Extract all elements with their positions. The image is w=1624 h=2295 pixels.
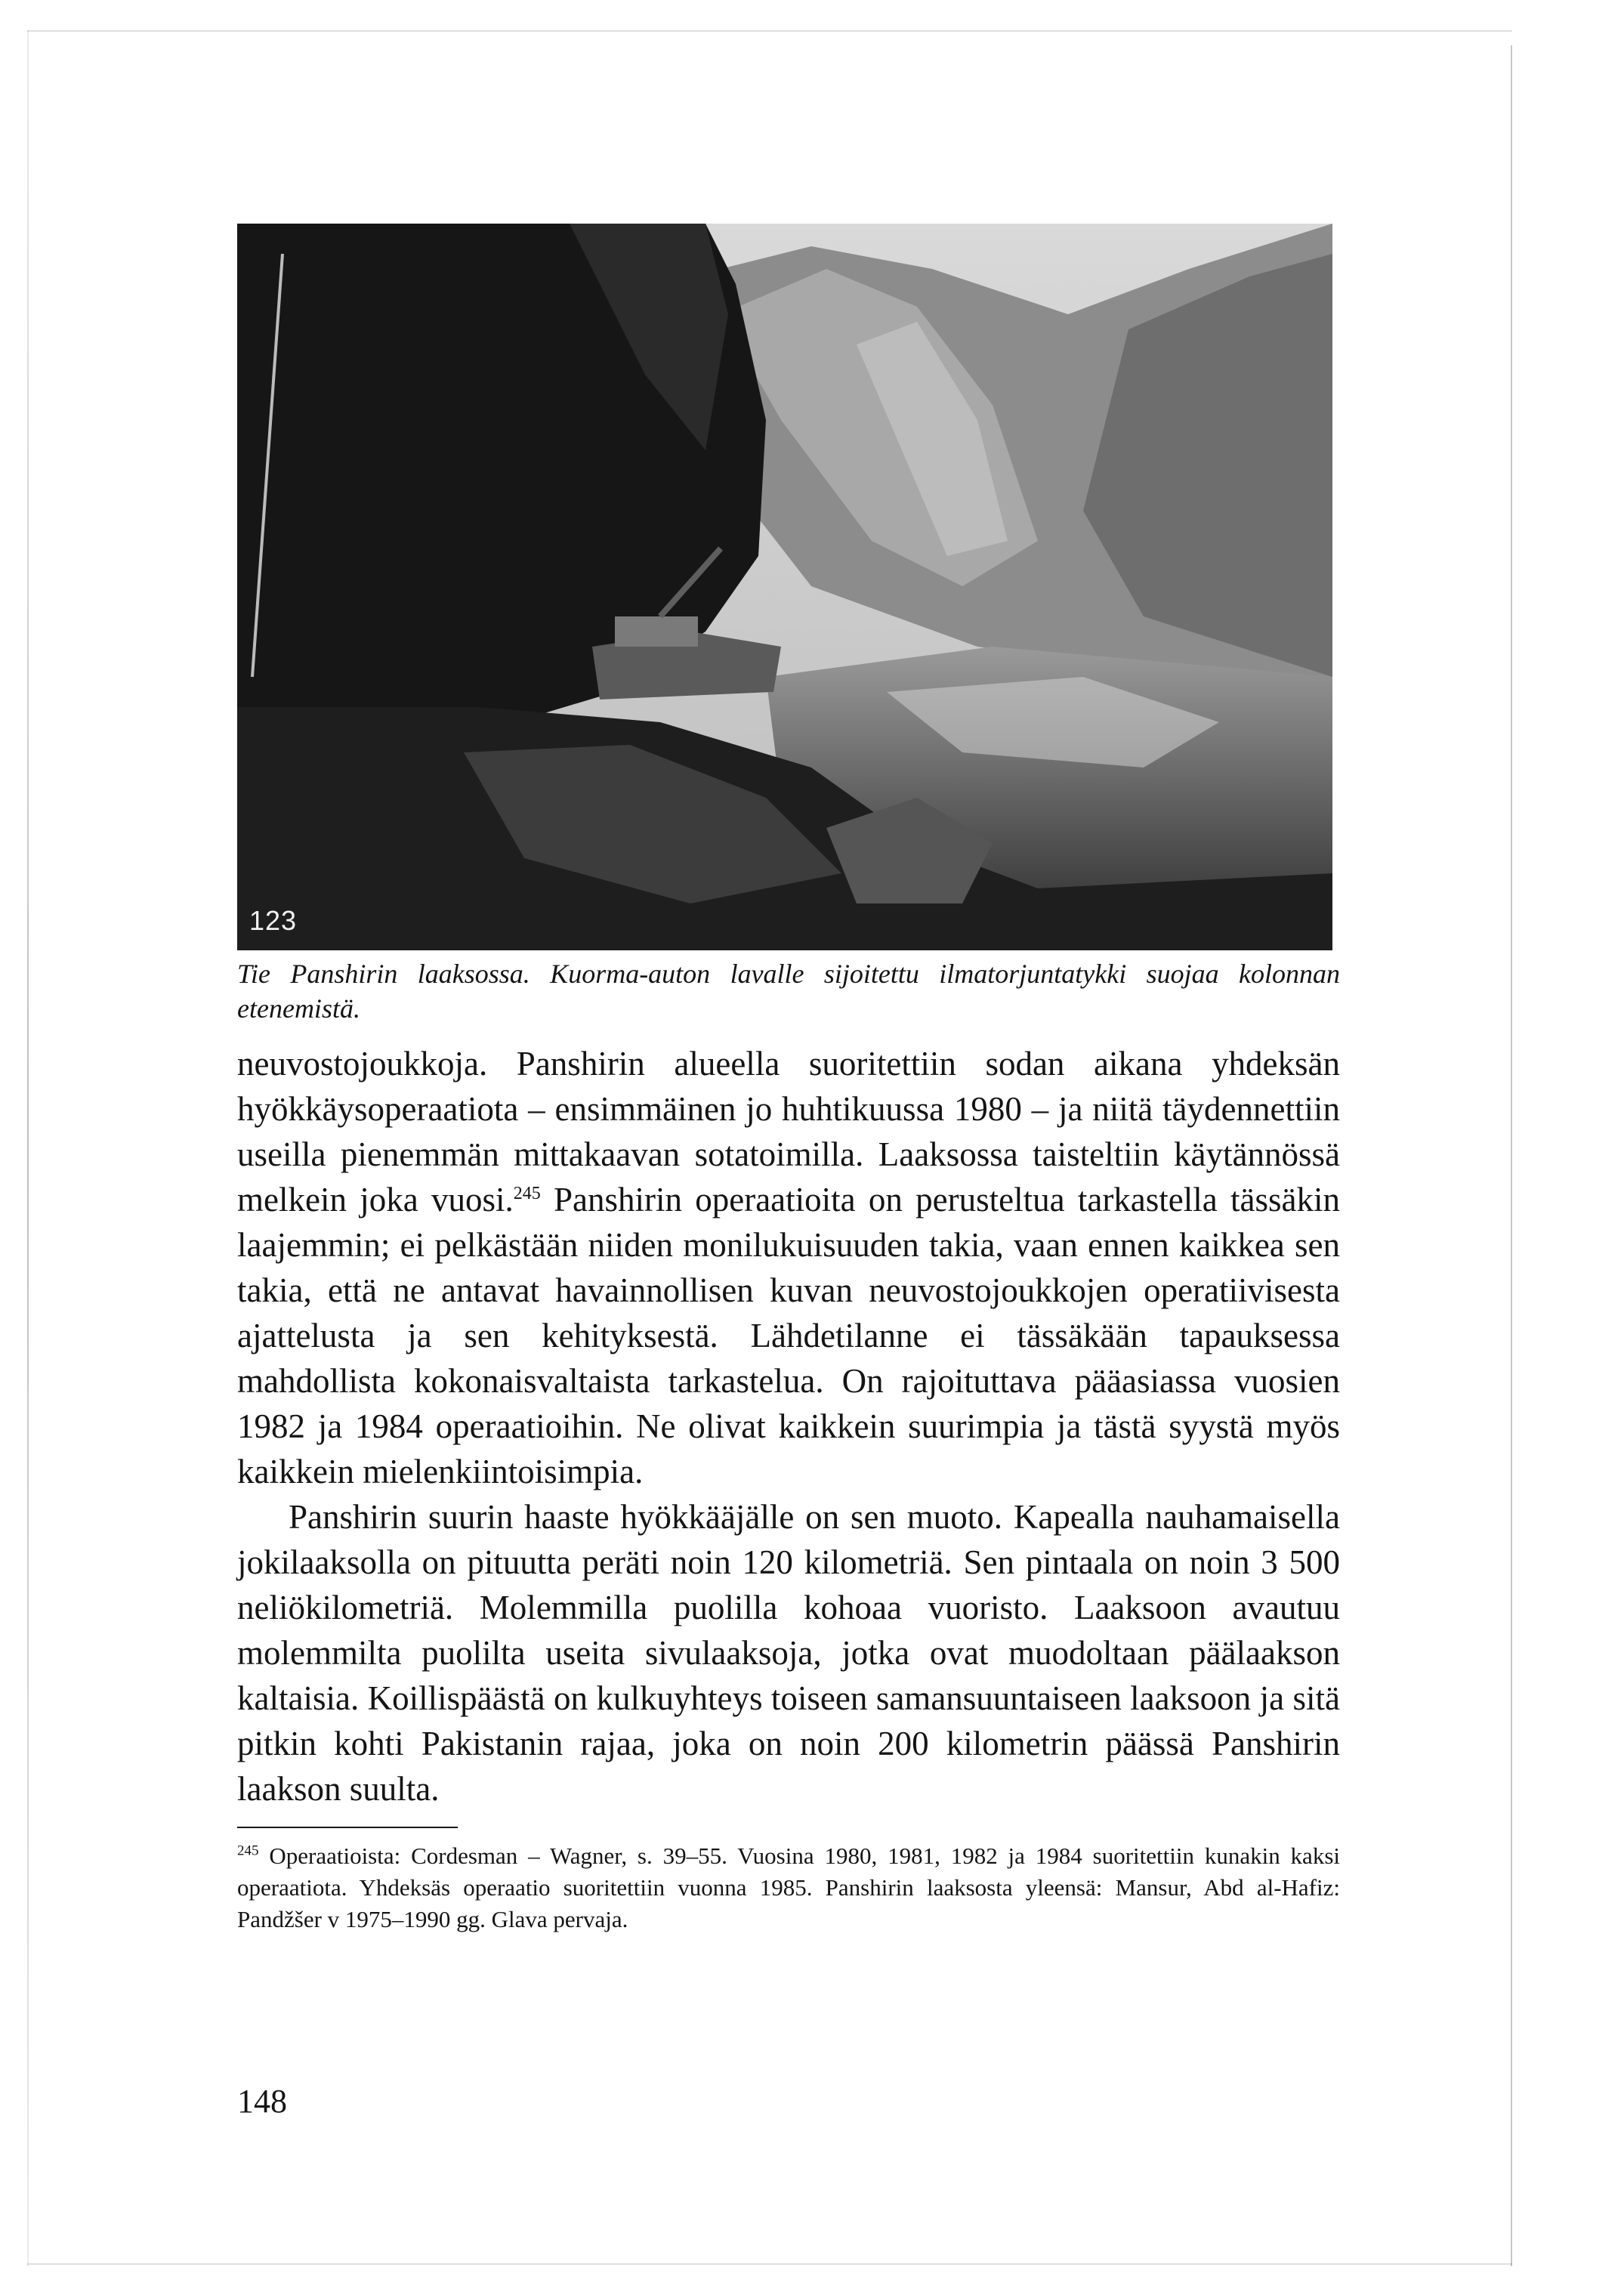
scan-edge-right xyxy=(1511,45,1512,2266)
footnote-number: 245 xyxy=(237,1842,259,1859)
scan-edge-top xyxy=(27,30,1512,32)
page-number: 148 xyxy=(237,2083,287,2120)
paragraph-1-text-b: Panshirin operaatioita on perusteltua tarkastella tässäkin laajemmin; ei pelkästään niiden monilukuisuuden takia, vaan ennen kaikkea sen takia, että ne antavat havainnollisen kuvan neuvostojoukkojen operatiivisesta ajattelusta ja sen kehityksestä. Lähdetilanne ei tässäkään tapauksessa mahdollista kokonaisvaltaista tarkastelua. On rajoituttava pääasiassa vuosien 1982 ja 1984 operaatioihin. Ne olivat kaikkein suurimpia ja tästä syystä myös kaikkein mielenkiintoisimpia. xyxy=(237,1181,1340,1490)
footnote xyxy=(237,1840,1340,1935)
paragraph-2: Panshirin suurin haaste hyökkääjälle on sen muoto. Kapealla nauhamaisella jokilaaksolla on pituutta peräti noin 120 kilometriä. Sen pintaala on noin 3 500 neliökilometriä. Molemmilla puolilla kohoaa vuoristo. Laaksoon avautuu molemmilta puolilta useita sivulaaksoja, jotka ovat muodoltaan päälaakson kaltaisia. Koillispäästä on kulkuyhteys toiseen samansuuntaiseen laaksoon ja sitä pitkin kohti Pakistanin rajaa, joka on noin 200 kilometrin päässä Panshirin laakson suulta. xyxy=(237,1498,1340,1808)
scan-edge-left xyxy=(27,30,29,2266)
scan-edge-bottom xyxy=(27,2263,1512,2265)
valley-photo xyxy=(237,224,1332,950)
footnote-divider xyxy=(237,1827,458,1828)
footnote-reference[interactable]: 245 xyxy=(513,1184,541,1203)
photo-number: 123 xyxy=(249,905,298,936)
paragraph-1-text-a: neuvostojoukkoja. Panshirin alueella suoritettiin sodan aikana yhdeksän hyökkäysoperaatiota – ensimmäinen jo huhtikuussa 1980 – ja niitä täydennettiin useilla pienemmän mittakaavan sotatoimilla. Laaksossa taisteltiin käytännössä melkein joka vuosi. xyxy=(237,1045,1340,1219)
mountain-valley-image xyxy=(237,224,1332,950)
paragraph-1 xyxy=(237,1041,1340,1494)
figure-caption: Tie Panshirin laaksossa. Kuorma-auton lavalle sijoitettu ilmatorjuntatykki suojaa kolonnan etenemistä. xyxy=(237,959,1340,1024)
body-text xyxy=(237,1041,1340,1812)
footnote-text: Operaatioista: Cordesman – Wagner, s. 39–55. Vuosina 1980, 1981, 1982 ja 1984 suoritettiin kunakin kaksi operaatiota. Yhdeksäs operaatio suoritettiin vuonna 1985. Panshirin laaksosta yleensä: Mansur, Abd al-Hafiz: Pandžšer v 1975–1990 gg. Glava pervaja. xyxy=(237,1842,1340,1932)
